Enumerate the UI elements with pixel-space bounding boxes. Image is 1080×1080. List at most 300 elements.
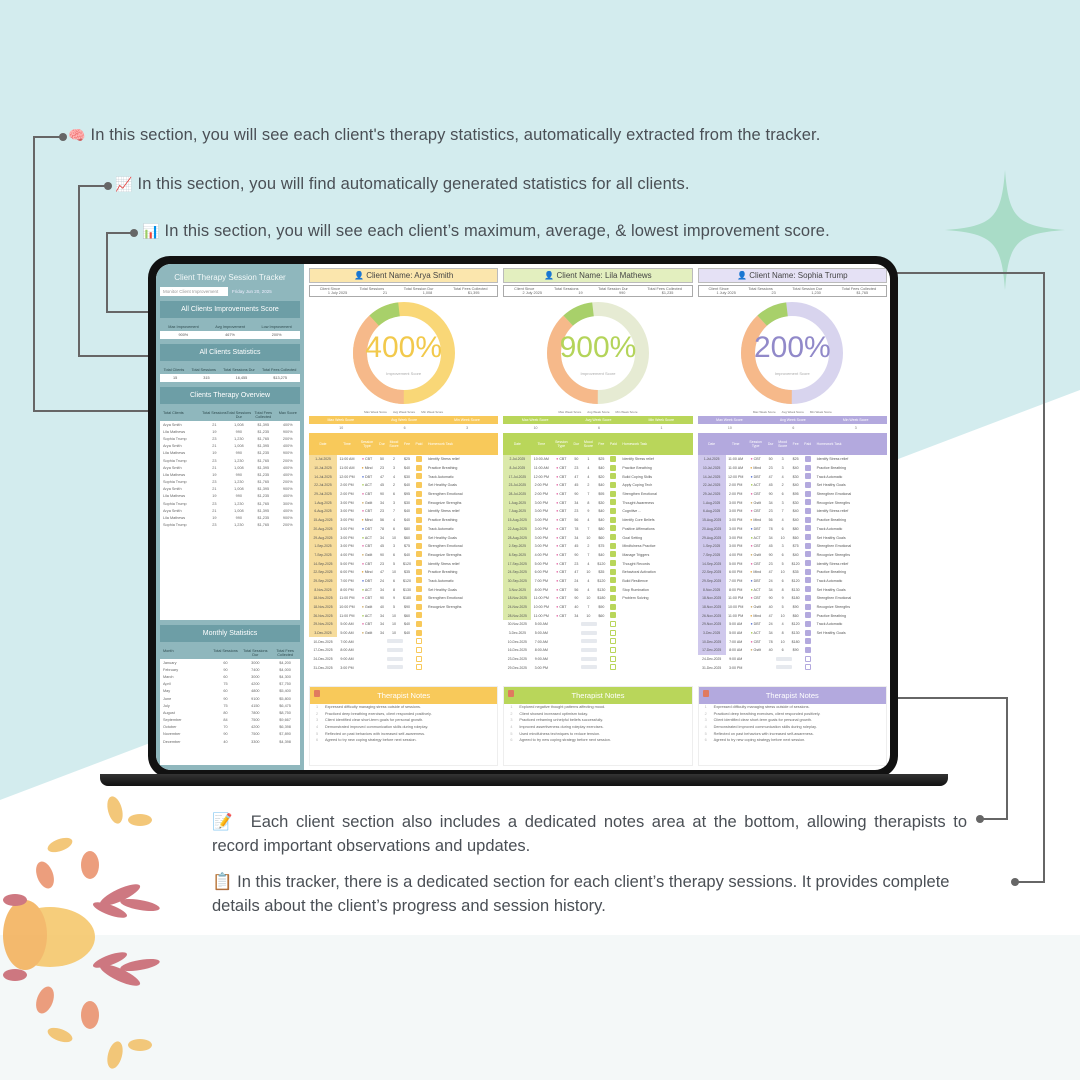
value-cell: 900%: [178, 333, 189, 337]
column-header: Month: [163, 649, 174, 653]
header-cell: Low Improvement: [261, 325, 292, 329]
stats-table: [160, 366, 300, 382]
sessions-header: Date Time Session Type Dur Mood Score Fee Paid Homework Task: [309, 433, 498, 455]
table-cell: 7500: [251, 732, 260, 737]
session-row-empty[interactable]: 29-Dec-2025 3:00 PM: [503, 664, 692, 673]
therapist-notes: [503, 686, 692, 766]
connector-line: [106, 232, 108, 312]
note-item[interactable]: 2 Practiced deep breathing exercises, client responded positively.: [316, 711, 432, 716]
table-cell: $1,765: [257, 523, 270, 528]
connector-line: [33, 410, 163, 412]
session-row[interactable]: 20-Aug-2025 3:00 PM ● DBT 78 6 $80 Track Automatic: [698, 525, 887, 534]
session-row-empty[interactable]: 31-Dec-2025 3:00 PM: [309, 664, 498, 673]
column-header: Total Fees Collected: [276, 649, 294, 657]
session-row[interactable]: 29-Nov-2025 5:00 AM ● DBT 24 4 $120 Track Automatic: [698, 620, 887, 629]
client-name: Sophia Trump: [797, 271, 848, 280]
paid-checkbox[interactable]: [610, 577, 616, 583]
paid-checkbox[interactable]: [805, 630, 811, 636]
session-row-empty[interactable]: 17-Dec-2025 8:00 AM: [309, 646, 498, 655]
paid-checkbox[interactable]: [610, 621, 616, 627]
paid-checkbox[interactable]: [416, 456, 422, 462]
paid-checkbox[interactable]: [805, 656, 811, 662]
table-cell: 19: [212, 516, 217, 521]
session-row[interactable]: 18-Nov-2025 11:00 PM ● CBT 90 9 $180 Strengthen Emotional: [698, 594, 887, 603]
table-cell: Arya Smith: [163, 422, 182, 427]
session-row[interactable]: 8-Nov-2025 8:00 PM ● ACT 34 8 $130 Set Healthy Goals: [309, 585, 498, 594]
table-cell: Arya Smith: [163, 508, 182, 513]
score-header: Max Week Score Avg Week Score Min Week Score: [309, 416, 498, 424]
improvement-header: All Clients Improvements Score: [160, 301, 300, 318]
paid-checkbox[interactable]: [416, 647, 422, 653]
paid-checkbox[interactable]: [805, 604, 811, 610]
donut-legend: Max Week Score Avg Week Score Min Week Score: [752, 410, 832, 414]
paid-checkbox[interactable]: [610, 508, 616, 514]
table-cell: 1,230: [234, 501, 244, 506]
paid-checkbox[interactable]: [610, 560, 616, 566]
paid-checkbox[interactable]: [805, 569, 811, 575]
paid-checkbox[interactable]: [416, 551, 422, 557]
paid-checkbox[interactable]: [610, 473, 616, 479]
note-item[interactable]: 1 Explored negative thought patterns affecting mood.: [510, 705, 606, 710]
session-row[interactable]: 29-Jul-2025 2:00 PM ● CBT 90 6 $95 Strengthen Emotional: [698, 490, 887, 499]
donut-legend: Max Week Score Avg Week Score Min Week Score: [558, 410, 638, 414]
paid-checkbox[interactable]: [610, 630, 616, 636]
session-row[interactable]: 1-Jul-2025 11:00 AM ● CBT 50 2 $25 Identify Stress relief: [309, 455, 498, 464]
table-cell: 23: [212, 458, 217, 463]
notebook-icon: [508, 690, 514, 697]
session-row[interactable]: 29-Sep-2025 7:00 PM ● DBT 24 6 $120 Track Automatic: [309, 577, 498, 586]
score-values: 10 6 3: [727, 426, 857, 430]
table-cell: 1,008: [234, 508, 244, 513]
score-values: 10 6 1: [533, 426, 663, 430]
session-row[interactable]: 26-Nov-2025 11:00 PM ● ACT 34 10 $60: [309, 611, 498, 620]
client-panel: [698, 268, 887, 681]
paid-checkbox[interactable]: [610, 534, 616, 540]
table-cell: 19: [212, 451, 217, 456]
paid-checkbox[interactable]: [805, 517, 811, 523]
table-cell: 1,230: [234, 458, 244, 463]
session-row-empty[interactable]: 24-Dec-2025 9:00 AM: [698, 655, 887, 664]
table-row: [160, 659, 300, 666]
table-cell: Arya Smith: [163, 465, 182, 470]
table-cell: Lila Mathews: [163, 429, 186, 434]
session-row[interactable]: 7-Aug-2025 3:00 PM ● CBT 23 9 $40 Cognitive ...: [503, 507, 692, 516]
paid-checkbox[interactable]: [610, 647, 616, 653]
session-row-empty[interactable]: 30-Nov-2025 5:00 AM: [503, 620, 692, 629]
session-row[interactable]: 15-Aug-2025 3:00 PM ● CBT 56 4 $40 Identify Core Beliefs: [503, 516, 692, 525]
connector-dot: [104, 182, 112, 190]
search-input[interactable]: Monitor Client Improvement: [160, 287, 228, 296]
table-cell: 84: [223, 718, 228, 723]
paid-checkbox[interactable]: [416, 621, 422, 627]
header-cell: Total Sessions Dur: [223, 368, 255, 372]
session-row[interactable]: 14-Sep-2025 5:00 PM ● CBT 23 5 $120 Identify Stress relief: [309, 559, 498, 568]
session-row[interactable]: 7-Sep-2025 4:00 PM ● Gstlt 90 6 $40 Recognize Strengths: [698, 551, 887, 560]
paid-checkbox[interactable]: [610, 525, 616, 531]
table-cell: 7400: [251, 667, 260, 672]
paid-checkbox[interactable]: [805, 612, 811, 618]
improvement-score: 400%: [365, 331, 443, 364]
client-info: Client Since Total Sessions Total Session Dur Total Fees Collected 1 July 2025 21 1,008 $1,395: [309, 285, 498, 297]
column-header: Total Sessions: [213, 649, 238, 653]
table-row: [160, 522, 300, 529]
session-row[interactable]: 1-Sep-2025 3:00 PM ● CBT 45 3 $75 Strengthen Emotional: [698, 542, 887, 551]
session-row[interactable]: 2-Sep-2025 3:00 PM ● CBT 45 2 $75 Mindfulness Practice: [503, 542, 692, 551]
paid-checkbox[interactable]: [416, 508, 422, 514]
connector-line: [1006, 697, 1008, 819]
session-row[interactable]: 28-Aug-2025 3:00 PM ● CBT 34 10 $60 Goal Setting: [503, 533, 692, 542]
paid-checkbox[interactable]: [805, 534, 811, 540]
paid-checkbox[interactable]: [416, 517, 422, 523]
paid-checkbox[interactable]: [416, 604, 422, 610]
clipboard-icon: 📋: [212, 873, 233, 891]
note-item[interactable]: 3 Practiced reframing unhelpful beliefs successfully.: [510, 718, 604, 723]
paid-checkbox[interactable]: [805, 473, 811, 479]
note-item[interactable]: 6 Agreed to try new coping strategy before next session.: [704, 738, 806, 743]
value-cell: 16,455: [235, 376, 248, 380]
paid-checkbox[interactable]: [805, 508, 811, 514]
table-cell: $7,890: [279, 732, 291, 737]
table-cell: 21: [212, 508, 217, 513]
callout-client-stats: 🧠 In this section, you will see each client's therapy statistics, automatically extracted from the tracker.: [68, 126, 821, 144]
table-cell: 75: [223, 682, 228, 687]
connector-line: [78, 185, 80, 356]
session-row[interactable]: 3-Nov-2025 8:00 PM ● CBT 56 4 $130 Stop Rumination: [503, 585, 692, 594]
paid-checkbox[interactable]: [416, 630, 422, 636]
paid-checkbox[interactable]: [416, 491, 422, 497]
paid-checkbox[interactable]: [416, 525, 422, 531]
table-cell: Lila Mathews: [163, 451, 186, 456]
therapist-notes: [698, 686, 887, 766]
paid-checkbox[interactable]: [805, 647, 811, 653]
paid-checkbox[interactable]: [416, 543, 422, 549]
table-row: [160, 681, 300, 688]
header-cell: Total Fees Collected: [261, 368, 297, 372]
paid-checkbox[interactable]: [416, 465, 422, 471]
note-item[interactable]: 1 Expressed difficulty managing stress outside of sessions.: [316, 705, 421, 710]
session-row[interactable]: 15-Aug-2025 3:00 PM ● Mind 56 4 $40 Practice Breathing: [309, 516, 498, 525]
session-row[interactable]: 22-Jul-2025 2:00 PM ● ACT 45 2 $40 Set Healthy Goals: [698, 481, 887, 490]
paid-checkbox[interactable]: [610, 482, 616, 488]
table-cell: 400%: [282, 494, 293, 499]
session-row-empty[interactable]: 3-Dec-2025 5:00 AM: [503, 629, 692, 638]
paid-checkbox[interactable]: [416, 586, 422, 592]
session-row[interactable]: 1-Aug-2025 3:00 PM ● CBT 34 8 $30 Thought Awareness: [503, 498, 692, 507]
person-icon: 👤: [544, 271, 555, 280]
session-row[interactable]: 29-Jul-2025 2:00 PM ● CBT 90 6 $95 Strengthen Emotional: [309, 490, 498, 499]
table-cell: October: [163, 725, 177, 730]
table-cell: 900%: [282, 516, 293, 521]
paid-checkbox[interactable]: [416, 612, 422, 618]
table-cell: 990: [235, 472, 243, 477]
session-row[interactable]: 18-Nov-2025 11:00 PM ● CBT 90 10 $180 Problem Solving: [503, 594, 692, 603]
paid-checkbox[interactable]: [416, 577, 422, 583]
connector-line: [33, 136, 35, 411]
paid-checkbox[interactable]: [610, 499, 616, 505]
paid-checkbox[interactable]: [805, 456, 811, 462]
table-cell: April: [163, 682, 171, 687]
session-row[interactable]: 28-Jul-2025 2:00 PM ● CBT 90 7 $95 Strengthen Emotional: [503, 490, 692, 499]
chart-up-icon: 📈: [115, 176, 133, 192]
table-row: [160, 709, 300, 716]
session-row-empty[interactable]: 24-Dec-2025 9:00 AM: [309, 655, 498, 664]
session-row[interactable]: 26-Nov-2025 11:00 PM ● Mind 47 10 $60 Practice Breathing: [698, 611, 887, 620]
paid-checkbox[interactable]: [416, 534, 422, 540]
table-cell: $1,395: [257, 444, 270, 449]
connector-line: [885, 697, 1008, 699]
session-row[interactable]: 24-Sep-2025 6:00 PM ● CBT 47 10 $35 Behavioral Activation: [503, 568, 692, 577]
paid-checkbox[interactable]: [805, 543, 811, 549]
session-row-empty[interactable]: 31-Dec-2025 3:00 PM: [698, 664, 887, 673]
improvement-score: 200%: [753, 331, 831, 364]
session-row[interactable]: 22-Sep-2025 6:00 PM ● Mind 47 10 $35 Practice Breathing: [698, 568, 887, 577]
session-row[interactable]: 22-Sep-2025 6:00 PM ● Mind 47 10 $35 Practice Breathing: [309, 568, 498, 577]
table-cell: $9,667: [279, 718, 291, 723]
session-row[interactable]: 18-Nov-2025 11:00 PM ● CBT 90 9 $180 Strengthen Emotional: [309, 594, 498, 603]
paid-checkbox[interactable]: [610, 551, 616, 557]
note-item[interactable]: 4 Demonstrated improved communication skills during roleplay.: [704, 725, 817, 730]
session-row[interactable]: 10-Jul-2025 11:00 AM ● Mind 23 3 $40 Practice Breathing: [698, 464, 887, 473]
table-row: [160, 500, 300, 507]
session-row[interactable]: 18-Nov-2025 10:00 PM ● Gstlt 40 5 $90 Recognize Strengths: [309, 603, 498, 612]
session-row[interactable]: 17-Dec-2025 8:00 AM ● Gstlt 40 6 $90: [698, 646, 887, 655]
column-header: Total Fees Collected: [254, 411, 273, 419]
session-row[interactable]: 24-Nov-2025 10:00 PM ● CBT 40 7 $90: [503, 603, 692, 612]
paid-checkbox[interactable]: [416, 569, 422, 575]
table-cell: 4150: [251, 703, 260, 708]
session-row-empty[interactable]: 23-Dec-2025 9:00 AM: [503, 655, 692, 664]
session-row-empty[interactable]: 10-Dec-2025 7:00 AM: [309, 637, 498, 646]
table-row: [160, 724, 300, 731]
table-cell: 1,008: [234, 444, 244, 449]
table-cell: 1,230: [234, 523, 244, 528]
session-row[interactable]: 6-Aug-2025 3:00 PM ● CBT 23 7 $40 Identify Stress relief: [309, 507, 498, 516]
paid-checkbox[interactable]: [610, 656, 616, 662]
session-row[interactable]: 29-Sep-2025 7:00 PM ● DBT 24 6 $120 Track Automatic: [698, 577, 887, 586]
table-cell: 3000: [251, 674, 260, 679]
session-row[interactable]: 17-Sep-2025 5:00 PM ● CBT 23 4 $120 Thought Records: [503, 559, 692, 568]
table-cell: 400%: [282, 422, 293, 427]
header-cell: Avg Improvement: [215, 325, 245, 329]
paid-checkbox[interactable]: [610, 638, 616, 644]
table-cell: $1,765: [257, 480, 270, 485]
connector-dot: [130, 229, 138, 237]
session-row[interactable]: 15-Aug-2025 3:00 PM ● Mind 56 4 $40 Practice Breathing: [698, 516, 887, 525]
table-cell: 900%: [282, 429, 293, 434]
tracker-screen: [156, 264, 890, 770]
paid-checkbox[interactable]: [416, 595, 422, 601]
paid-checkbox[interactable]: [805, 465, 811, 471]
paid-checkbox[interactable]: [610, 569, 616, 575]
client-panels: [304, 264, 890, 770]
session-row[interactable]: 14-Jul-2025 12:00 PM ● DBT 47 4 $30 Track Automatic: [309, 472, 498, 481]
paid-checkbox[interactable]: [416, 473, 422, 479]
session-row[interactable]: 22-Jul-2025 2:00 PM ● ACT 45 2 $40 Set Healthy Goals: [309, 481, 498, 490]
improvement-table: [160, 323, 300, 339]
session-row-empty[interactable]: 16-Dec-2025 8:00 AM: [503, 646, 692, 655]
paid-checkbox[interactable]: [805, 551, 811, 557]
value-cell: 200%: [271, 333, 282, 337]
session-row[interactable]: 30-Sep-2025 7:00 PM ● CBT 24 4 $120 Build Resilience: [503, 577, 692, 586]
session-row[interactable]: 29-Aug-2025 3:00 PM ● ACT 34 10 $60 Set Healthy Goals: [698, 533, 887, 542]
session-row[interactable]: 1-Jul-2025 11:00 AM ● CBT 50 3 $25 Identify Stress relief: [698, 455, 887, 464]
notebook-icon: [314, 690, 320, 697]
paid-checkbox[interactable]: [805, 560, 811, 566]
paid-checkbox[interactable]: [416, 560, 422, 566]
table-cell: 90: [223, 667, 228, 672]
table-cell: 3000: [251, 660, 260, 665]
table-cell: Lila Mathews: [163, 494, 186, 499]
table-cell: 23: [212, 436, 217, 441]
paid-checkbox[interactable]: [805, 595, 811, 601]
session-row[interactable]: 14-Sep-2025 5:00 PM ● CBT 23 5 $120 Identify Stress relief: [698, 559, 887, 568]
session-row[interactable]: 29-Aug-2025 3:00 PM ● ACT 34 10 $60 Set Healthy Goals: [309, 533, 498, 542]
overview-table: [160, 409, 300, 620]
paid-checkbox[interactable]: [416, 499, 422, 505]
table-row: [160, 486, 300, 493]
table-cell: Sophia Trump: [163, 523, 187, 528]
table-cell: 21: [212, 422, 217, 427]
paid-checkbox[interactable]: [416, 482, 422, 488]
connector-line: [1043, 272, 1045, 882]
paid-checkbox[interactable]: [416, 664, 422, 670]
session-row[interactable]: 8-Sep-2025 4:00 PM ● CBT 90 7 $40 Manage Triggers: [503, 551, 692, 560]
table-cell: September: [163, 718, 182, 723]
session-row[interactable]: 20-Aug-2025 3:00 PM ● DBT 78 6 $80 Track Automatic: [309, 525, 498, 534]
paid-checkbox[interactable]: [805, 621, 811, 627]
table-cell: $5,800: [279, 696, 291, 701]
paid-checkbox[interactable]: [610, 604, 616, 610]
session-row[interactable]: 10-Jul-2025 11:00 AM ● Mind 23 3 $40 Practice Breathing: [309, 464, 498, 473]
table-cell: 4200: [251, 725, 260, 730]
note-item[interactable]: 6 Agreed to try new coping strategy before next session.: [316, 738, 417, 743]
table-cell: 4200: [251, 682, 260, 687]
note-item[interactable]: 4 Improved assertiveness during roleplay exercises.: [510, 725, 604, 730]
paid-checkbox[interactable]: [610, 612, 616, 618]
session-row[interactable]: 14-Jul-2025 12:00 PM ● DBT 47 4 $30 Track Automatic: [698, 472, 887, 481]
session-row[interactable]: 10-Dec-2025 7:00 AM ● CBT 78 10 $180: [698, 637, 887, 646]
overview-header: Clients Therapy Overview: [160, 387, 300, 404]
table-cell: Sophia Trump: [163, 436, 187, 441]
tablet-frame: [148, 256, 898, 778]
table-cell: May: [163, 689, 171, 694]
paid-checkbox[interactable]: [610, 595, 616, 601]
table-row: [160, 717, 300, 724]
paid-checkbox[interactable]: [805, 638, 811, 644]
session-row[interactable]: 18-Nov-2025 10:00 PM ● Gstlt 40 5 $90 Recognize Strengths: [698, 603, 887, 612]
tablet-stand: [100, 774, 948, 786]
table-cell: $1,765: [257, 436, 270, 441]
paid-checkbox[interactable]: [805, 491, 811, 497]
session-row[interactable]: 6-Aug-2025 3:00 PM ● CBT 23 7 $40 Identify Stress relief: [698, 507, 887, 516]
paid-checkbox[interactable]: [805, 499, 811, 505]
client-panel: [503, 268, 692, 681]
table-cell: $1,765: [257, 458, 270, 463]
table-row: [160, 731, 300, 738]
session-row[interactable]: 3-Dec-2025 5:00 AM ● ACT 34 8 $130 Set Healthy Goals: [698, 629, 887, 638]
paid-checkbox[interactable]: [805, 577, 811, 583]
bar-chart-icon: 📊: [142, 223, 160, 239]
session-row[interactable]: 1-Sep-2025 3:00 PM ● CBT 45 3 $75 Strengthen Emotional: [309, 542, 498, 551]
table-cell: 7500: [251, 718, 260, 723]
note-item[interactable]: 4 Demonstrated improved communication skills during roleplay.: [316, 725, 429, 730]
session-row[interactable]: 22-Aug-2025 3:00 PM ● CBT 78 7 $80 Positive Affirmations: [503, 525, 692, 534]
note-item[interactable]: 2 Practiced deep breathing exercises, client responded positively.: [704, 711, 821, 716]
column-header: Total Clients: [163, 411, 184, 415]
paid-checkbox[interactable]: [610, 491, 616, 497]
paid-checkbox[interactable]: [416, 638, 422, 644]
session-row[interactable]: 7-Sep-2025 4:00 PM ● Gstlt 90 6 $40 Recognize Strengths: [309, 551, 498, 560]
table-cell: $8,750: [279, 710, 291, 715]
client-panel: [309, 268, 498, 681]
table-cell: 75: [223, 703, 228, 708]
autumn-leaves-decoration: [0, 785, 170, 1080]
session-row[interactable]: 2-Jul-2025 10:00 AM ● CBT 50 1 $25 Identify Stress relief: [503, 455, 692, 464]
table-cell: 90: [223, 732, 228, 737]
session-row[interactable]: 23-Jul-2025 2:00 PM ● CBT 45 2 $40 Apply Coping Tech: [503, 481, 692, 490]
session-row[interactable]: 1-Aug-2025 3:00 PM ● Gstlt 34 3 $30 Recognize Strengths: [309, 498, 498, 507]
person-icon: 👤: [737, 271, 748, 280]
table-cell: Arya Smith: [163, 487, 182, 492]
note-item[interactable]: 1 Expressed difficulty managing stress outside of sessions.: [704, 705, 810, 710]
session-row[interactable]: 28-Nov-2025 11:00 PM ● CBT 34 10 $60: [503, 611, 692, 620]
session-row[interactable]: 1-Aug-2025 3:00 PM ● Gstlt 34 3 $30 Recognize Strengths: [698, 498, 887, 507]
paid-checkbox[interactable]: [805, 482, 811, 488]
therapist-notes: [309, 686, 498, 766]
table-cell: 90: [223, 696, 228, 701]
note-item[interactable]: 3 Client identified clear short-term goals for personal growth.: [316, 718, 424, 723]
session-row[interactable]: 3-Dec-2025 5:00 AM ● Gstlt 34 10 $40: [309, 629, 498, 638]
table-cell: Arya Smith: [163, 444, 182, 449]
paid-checkbox[interactable]: [416, 656, 422, 662]
improvement-donut: 200% Improvement Score: [698, 297, 887, 409]
session-row[interactable]: 8-Nov-2025 8:00 PM ● ACT 34 8 $130 Set Healthy Goals: [698, 585, 887, 594]
session-row[interactable]: 8-Jul-2025 11:00 AM ● CBT 23 4 $40 Practice Breathing: [503, 464, 692, 473]
session-row-empty[interactable]: 10-Dec-2025 7:00 AM: [503, 637, 692, 646]
table-row: [160, 421, 300, 428]
paid-checkbox[interactable]: [610, 456, 616, 462]
note-item[interactable]: 6 Agreed to try new coping strategy before next session.: [510, 738, 611, 743]
table-cell: Sophia Trump: [163, 501, 187, 506]
note-item[interactable]: 3 Client identified clear short-term goals for personal growth.: [704, 718, 812, 723]
note-item[interactable]: 5 Reflected on past behaviors with increased self-awareness.: [316, 731, 426, 736]
table-cell: 990: [235, 451, 243, 456]
session-row[interactable]: 17-Jul-2025 12:00 PM ● CBT 47 4 $20 Build Coping Skills: [503, 472, 692, 481]
session-row[interactable]: 29-Nov-2025 5:00 AM ● CBT 34 10 $40: [309, 620, 498, 629]
table-cell: 23: [212, 523, 217, 528]
value-cell: $13,275: [273, 376, 287, 380]
notes-header: Therapist Notes: [504, 687, 691, 704]
note-item[interactable]: 5 Used mindfulness techniques to reduce tension.: [510, 731, 601, 736]
paid-checkbox[interactable]: [610, 664, 616, 670]
paid-checkbox[interactable]: [610, 543, 616, 549]
paid-checkbox[interactable]: [805, 664, 811, 670]
paid-checkbox[interactable]: [805, 525, 811, 531]
table-cell: 200%: [282, 523, 293, 528]
connector-line: [980, 818, 1008, 820]
note-item[interactable]: 5 Reflected on past behaviors with increased self-awareness.: [704, 731, 814, 736]
table-cell: Sophia Trump: [163, 480, 187, 485]
table-cell: June: [163, 696, 172, 701]
note-item[interactable]: 2 Client showed increased optimism today.: [510, 711, 589, 716]
paid-checkbox[interactable]: [805, 586, 811, 592]
client-info: Client Since Total Sessions Total Session Dur Total Fees Collected 2 July 2025 19 990 $1,235: [503, 285, 692, 297]
paid-checkbox[interactable]: [610, 586, 616, 592]
table-cell: 60: [223, 660, 228, 665]
paid-checkbox[interactable]: [610, 465, 616, 471]
paid-checkbox[interactable]: [610, 517, 616, 523]
client-name-bar: 👤 Client Name: Arya Smith: [309, 268, 498, 283]
